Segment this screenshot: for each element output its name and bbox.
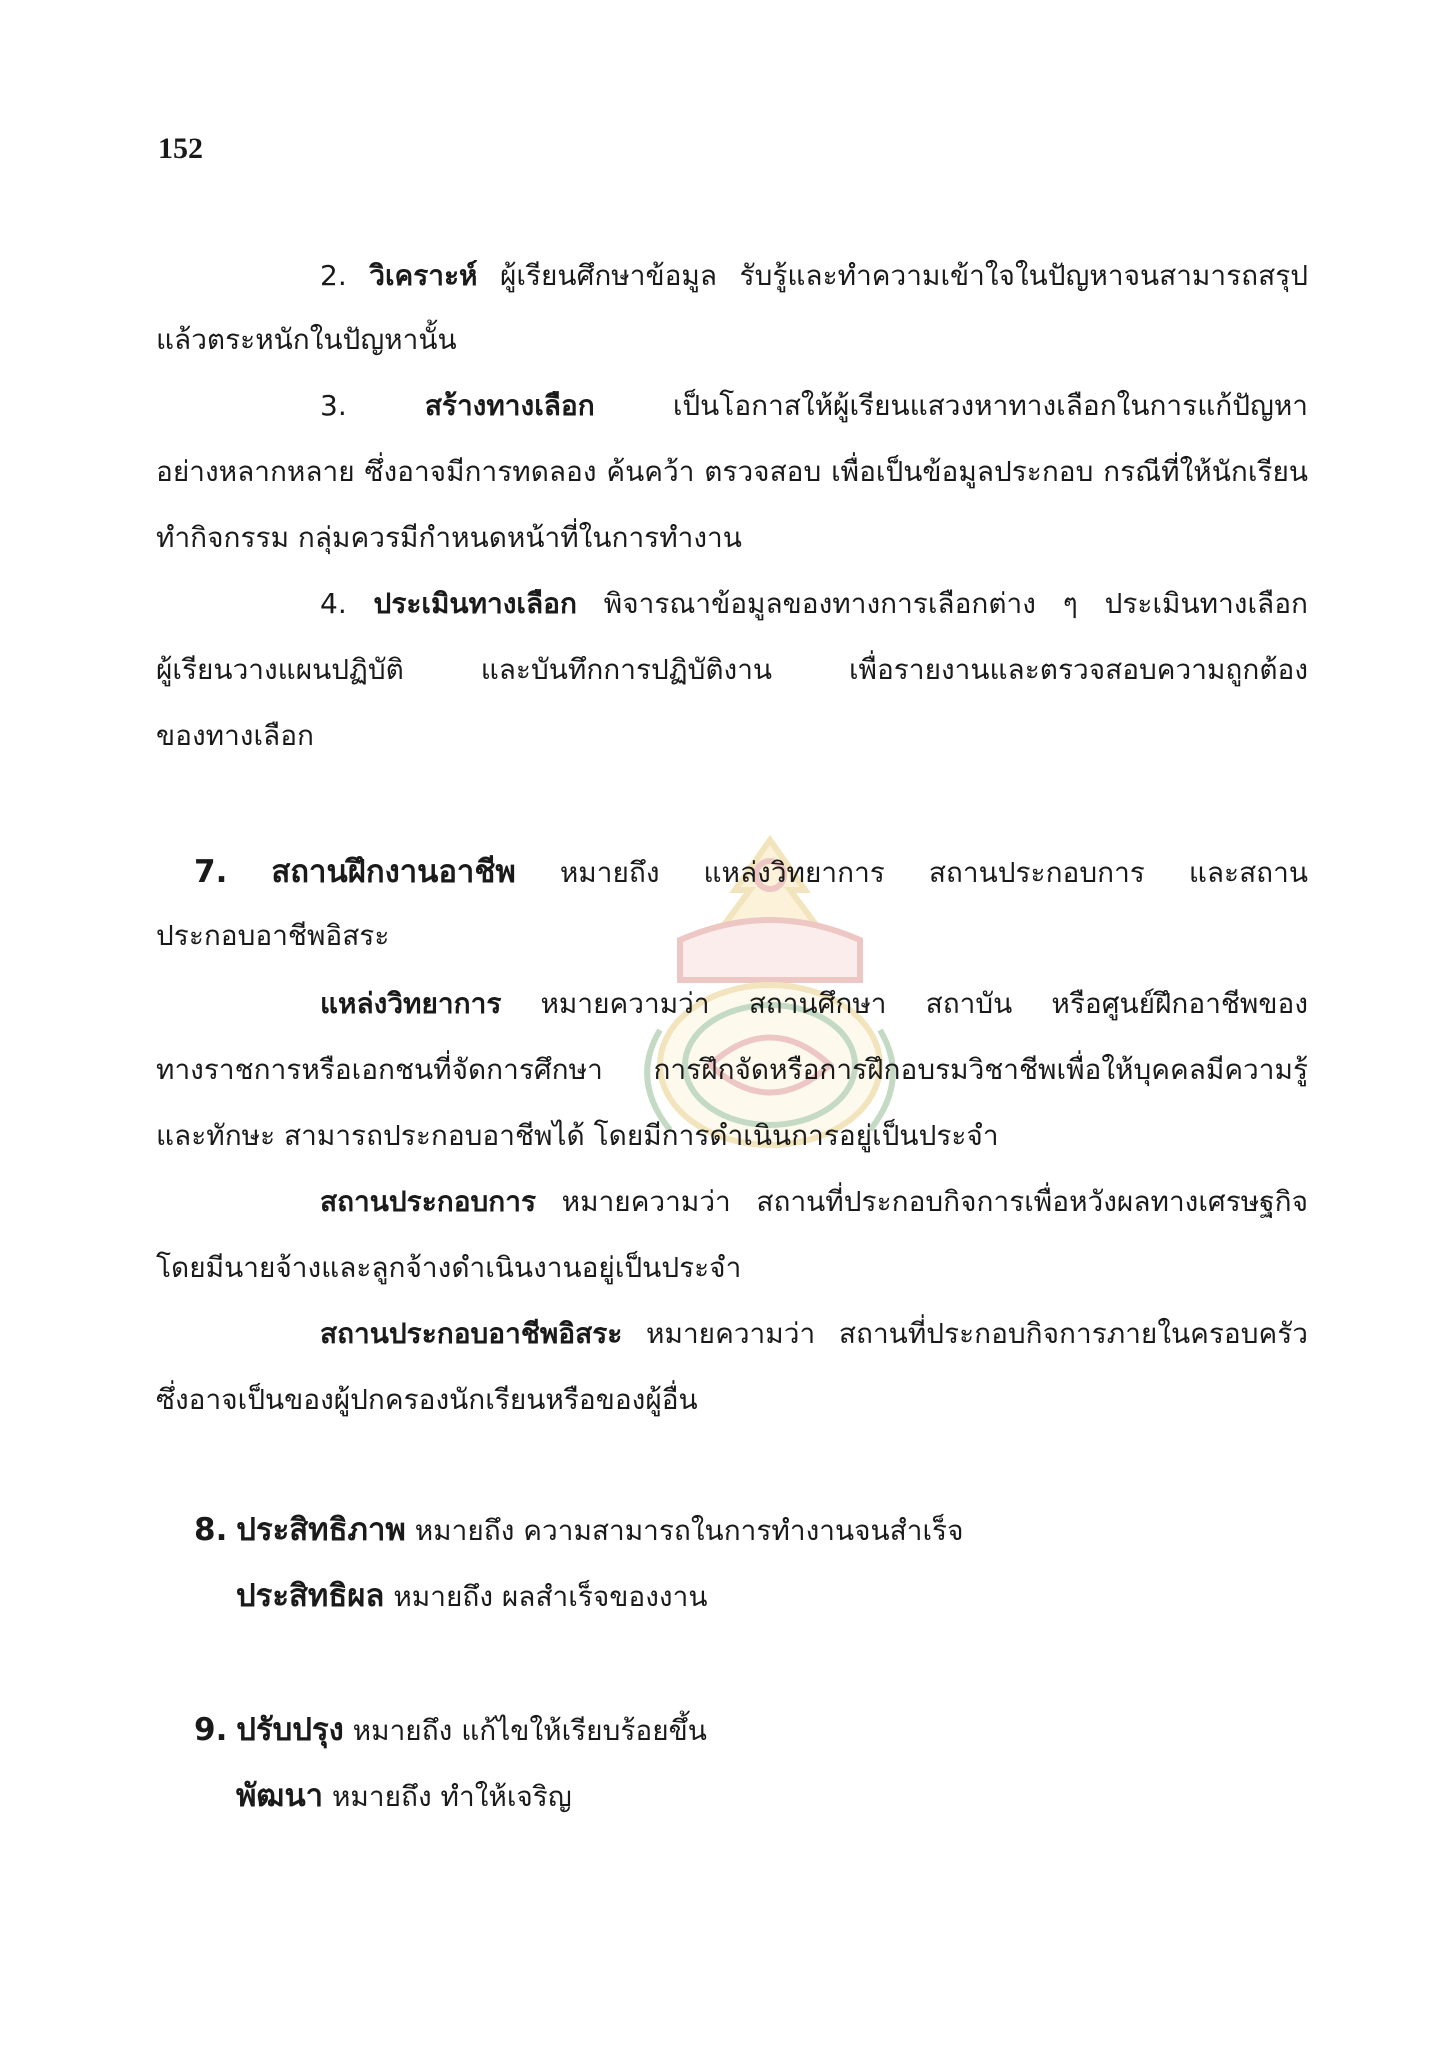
section-number: 9. [194,1712,228,1748]
item-evaluate-options-line-2: ผู้เรียนวางแผนปฏิบัติ และบันทึกการปฏิบัติงาน เพื่อรายงานและตรวจสอบความถูกต้อง [156,653,1308,686]
item-text: พิจารณาข้อมูลของทางการเลือกต่าง ๆ ประเมินทางเลือก [603,587,1308,620]
term-business-establishment: สถานประกอบการ [320,1185,537,1218]
item-number: 2. [320,259,347,292]
section-9-line-2 [236,1776,572,1817]
section-7-sub1-line-2: ทางราชการหรือเอกชนที่จัดการศึกษา การฝึกจัดหรือการฝึกอบรมวิชาชีพเพื่อให้บุคคลมีความรู้ [156,1053,1308,1086]
section-8-line-2 [236,1576,707,1617]
section-8-line-1 [194,1510,964,1551]
sub-text: หมายความว่า สถานที่ประกอบกิจการภายในครอบครัว [646,1317,1308,1350]
section-text: หมายถึง ความสามารถในการทำงานจนสำเร็จ [414,1514,964,1547]
sub-text: หมายความว่า สถานศึกษา สถาบัน หรือศูนย์ฝึกอาชีพของ [540,987,1309,1020]
term-efficiency: ประสิทธิภาพ [236,1512,406,1548]
section-7-sub3-line-1 [320,1314,1308,1354]
section-text: หมายถึง ทำให้เจริญ [331,1780,572,1813]
item-number: 3. [320,389,347,422]
term-effectiveness: ประสิทธิผล [236,1578,385,1614]
item-text: เป็นโอกาสให้ผู้เรียนแสวงหาทางเลือกในการแก้ปัญหา [672,389,1309,422]
section-text: หมายถึง แหล่งวิทยาการ สถานประกอบการ และสถาน [559,856,1308,889]
section-7-sub2-line-2: โดยมีนายจ้างและลูกจ้างดำเนินงานอยู่เป็นประจำ [156,1251,742,1284]
term-independent-business: สถานประกอบอาชีพอิสระ [320,1317,623,1350]
section-7-sub2-line-1 [320,1182,1308,1222]
section-7-sub1-line-1 [320,984,1308,1024]
sub-text: หมายความว่า สถานที่ประกอบกิจการเพื่อหวังผลทางเศรษฐกิจ [561,1185,1308,1218]
section-7-sub1-line-3: และทักษะ สามารถประกอบอาชีพได้ โดยมีการดำเนินการอยู่เป็นประจำ [156,1119,999,1152]
section-text: หมายถึง ผลสำเร็จของงาน [393,1580,708,1613]
section-7-sub3-line-2: ซึ่งอาจเป็นของผู้ปกครองนักเรียนหรือของผู้อื่น [156,1383,698,1416]
term-learning-source: แหล่งวิทยาการ [320,987,502,1020]
item-evaluate-options-line-1 [320,584,1308,624]
item-number: 4. [320,587,347,620]
page-number: 152 [158,132,203,165]
section-number: 8. [194,1512,228,1548]
section-7-line-1 [194,852,1308,893]
term-improve: ปรับปรุง [236,1712,344,1748]
term-evaluate-options: ประเมินทางเลือก [373,587,577,620]
section-7-line-2: ประกอบอาชีพอิสระ [156,919,390,952]
item-create-options-line-3: ทำกิจกรรม กลุ่มควรมีกำหนดหน้าที่ในการทำงาน [156,521,742,554]
item-evaluate-options-line-3: ของทางเลือก [156,719,314,752]
item-create-options-line-1 [320,386,1308,426]
section-9-line-1 [194,1710,707,1751]
section-number: 7. [194,854,228,890]
item-create-options-line-2: อย่างหลากหลาย ซึ่งอาจมีการทดลอง ค้นคว้า ตรวจสอบ เพื่อเป็นข้อมูลประกอบ กรณีที่ให้นักเรียน [156,455,1308,488]
item-analyze-line-2: แล้วตระหนักในปัญหานั้น [156,323,457,356]
item-analyze-line-1 [320,256,1308,296]
section-text: หมายถึง แก้ไขให้เรียบร้อยขึ้น [352,1714,707,1747]
term-develop: พัฒนา [236,1778,324,1814]
item-text: ผู้เรียนศึกษาข้อมูล รับรู้และทำความเข้าใจในปัญหาจนสามารถสรุป [500,259,1309,292]
term-analyze: วิเคราะห์ [369,259,478,292]
term-workplace: สถานฝึกงานอาชีพ [271,854,516,890]
term-create-options: สร้างทางเลือก [424,389,595,422]
